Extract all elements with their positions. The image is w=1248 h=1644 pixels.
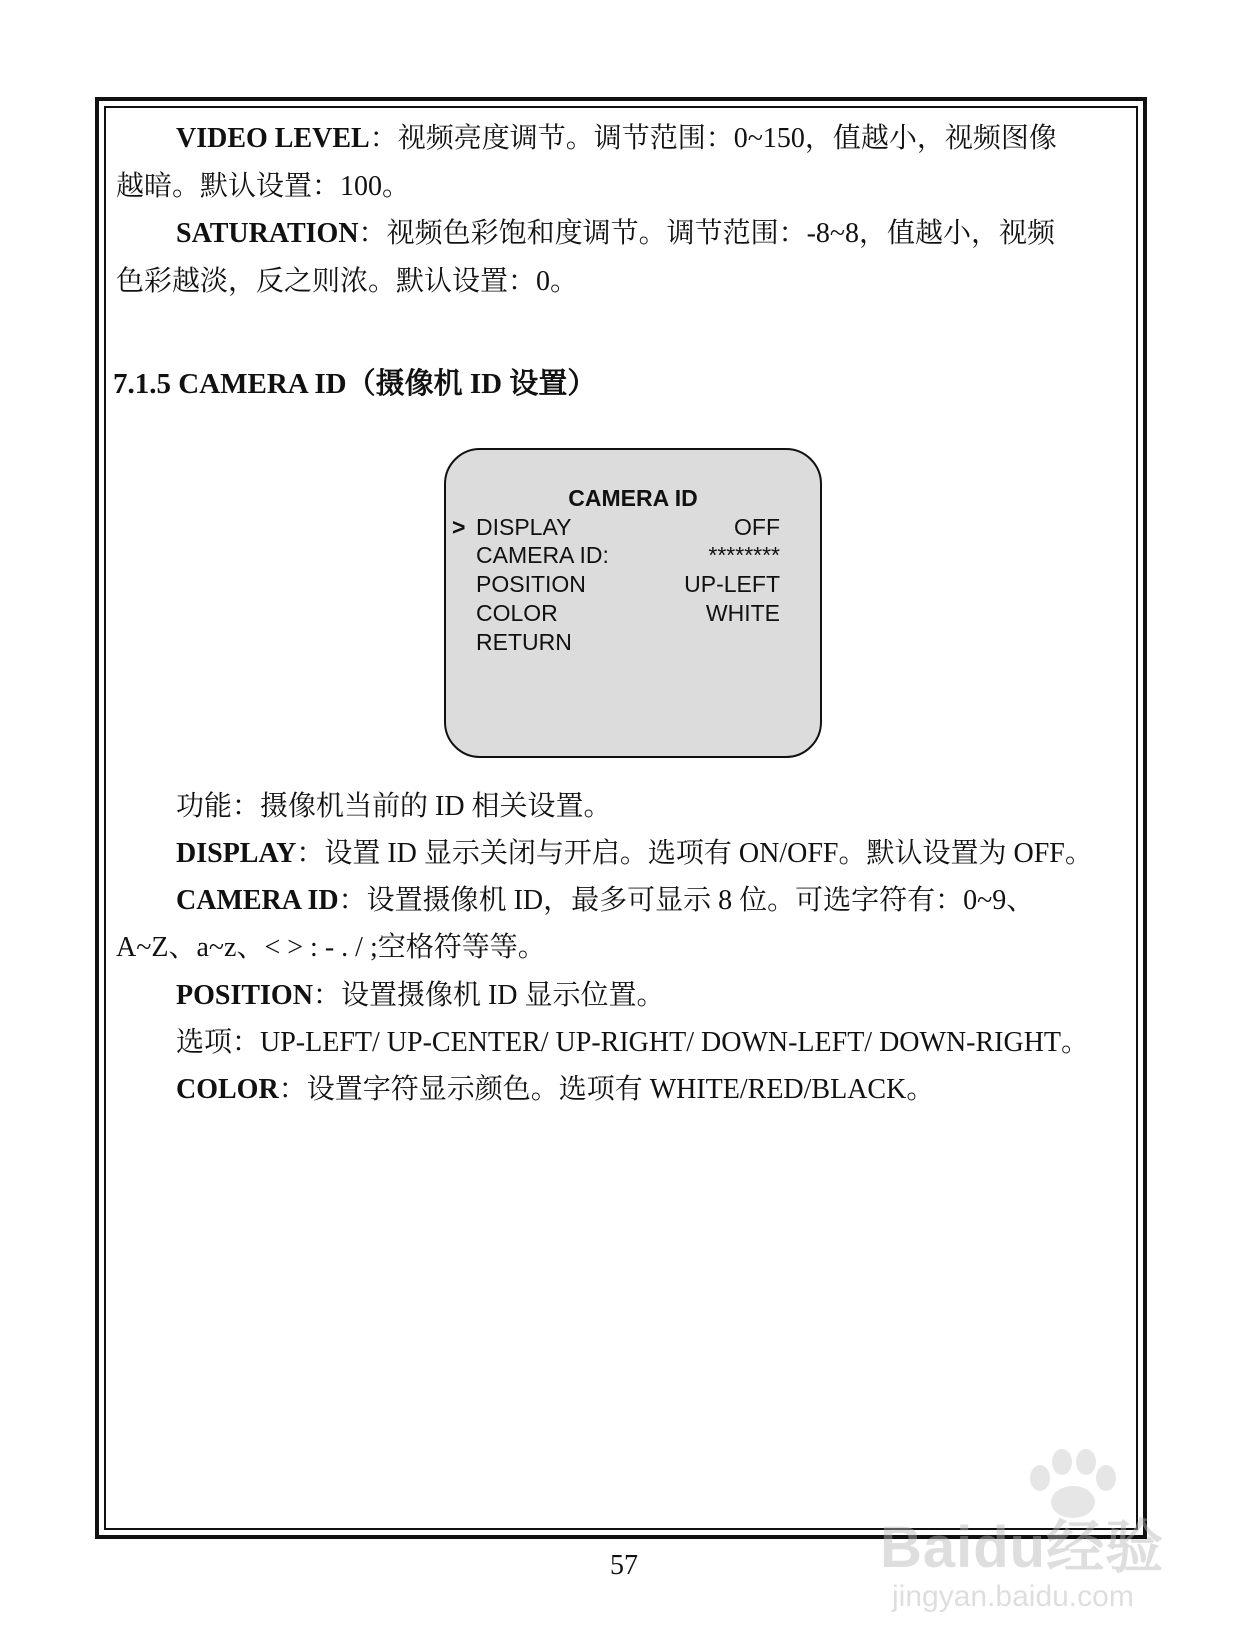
saturation-term: SATURATION xyxy=(176,218,359,249)
camera-id-line-1 xyxy=(176,883,1034,919)
video-level-sep: ： xyxy=(369,123,398,154)
osd-row-color xyxy=(476,599,780,627)
osd-value-display: OFF xyxy=(734,514,780,540)
osd-row-return xyxy=(476,628,780,656)
osd-label-position: POSITION xyxy=(476,571,586,597)
video-level-text-1: 视频亮度调节。调节范围：0~150，值越小，视频图像 xyxy=(397,123,1057,154)
position-text: ：设置摄像机 ID 显示位置。 xyxy=(312,980,665,1011)
osd-title: CAMERA ID xyxy=(568,485,698,511)
osd-cursor: > xyxy=(452,514,466,540)
page-number: 57 xyxy=(610,1550,638,1581)
osd-label-color: COLOR xyxy=(476,600,558,626)
osd-label-camera-id: CAMERA ID: xyxy=(476,542,609,568)
saturation-sep: ： xyxy=(358,218,387,249)
osd-row-position xyxy=(476,570,780,598)
camera-id-line-2: A~Z、a~z、< > : - . / ;空格符等等。 xyxy=(116,932,546,963)
osd-value-camera-id: ******** xyxy=(708,542,780,568)
watermark-brand: Baidu经验 xyxy=(880,1515,1165,1580)
video-level-line-2: 越暗。默认设置：100。 xyxy=(116,171,411,202)
video-level-line-1 xyxy=(176,121,1057,157)
display-term: DISPLAY xyxy=(176,838,297,869)
color-text: ：设置字符显示颜色。选项有 WHITE/RED/BLACK。 xyxy=(278,1074,935,1105)
osd-row-display xyxy=(452,513,780,541)
osd-row-camera-id xyxy=(476,541,780,569)
position-line xyxy=(176,978,664,1014)
camera-id-term: CAMERA ID xyxy=(176,885,339,916)
osd-label-return: RETURN xyxy=(476,629,572,655)
saturation-text-1: 视频色彩饱和度调节。调节范围：-8~8，值越小，视频 xyxy=(386,218,1056,249)
osd-screen xyxy=(444,448,822,758)
baidu-watermark xyxy=(880,1440,1210,1630)
osd-label-display: DISPLAY xyxy=(476,514,572,540)
color-term: COLOR xyxy=(176,1074,279,1105)
function-line: 功能：摄像机当前的 ID 相关设置。 xyxy=(176,791,612,822)
display-line xyxy=(176,836,1093,872)
section-heading: 7.1.5 CAMERA ID（摄像机 ID 设置） xyxy=(113,368,597,400)
video-level-term: VIDEO LEVEL xyxy=(176,123,370,154)
osd-value-color: WHITE xyxy=(705,600,780,626)
display-text: ：设置 ID 显示关闭与开启。选项有 ON/OFF。默认设置为 OFF。 xyxy=(296,838,1093,869)
position-options-line: 选项：UP-LEFT/ UP-CENTER/ UP-RIGHT/ DOWN-LEFT/ DOWN-RIGHT。 xyxy=(176,1027,1090,1058)
watermark-url: jingyan.baidu.com xyxy=(892,1580,1134,1613)
saturation-line-1 xyxy=(176,216,1055,252)
osd-value-position: UP-LEFT xyxy=(684,571,780,597)
saturation-line-2: 色彩越淡，反之则浓。默认设置：0。 xyxy=(116,266,579,297)
camera-id-text: ：设置摄像机 ID，最多可显示 8 位。可选字符有：0~9、 xyxy=(338,885,1035,916)
position-term: POSITION xyxy=(176,980,313,1011)
color-line xyxy=(176,1072,934,1108)
